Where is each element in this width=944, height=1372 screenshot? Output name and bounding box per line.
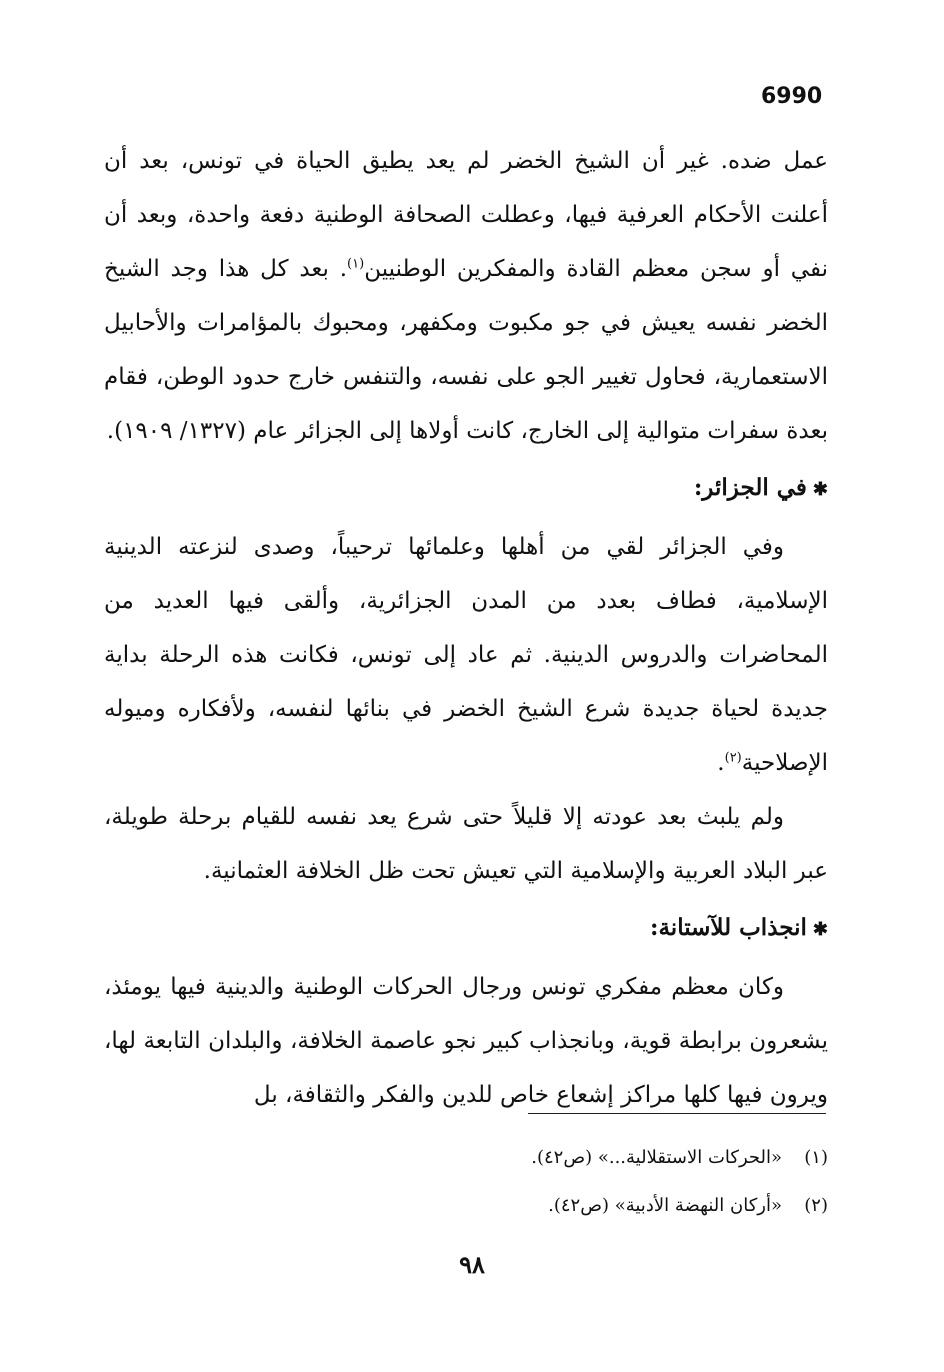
paragraph — [104, 790, 828, 898]
footnote-ref: (٢) — [724, 750, 742, 766]
asterisk-icon: ✱ — [812, 919, 828, 940]
top-page-number: 6990 — [761, 84, 823, 109]
footnote-ref: (١) — [347, 256, 365, 272]
page-body — [104, 134, 828, 1122]
footnote-number: (٢) — [804, 1195, 828, 1216]
footnote-number: (١) — [804, 1147, 828, 1168]
paragraph-text: عمل ضده. غير أن الشيخ الخضر لم يعد يطيق الحياة في تونس، بعد أن أعلنت الأحكام العرفية فيها، وعطلت الصحافة الوطنية دفعة واحدة، وبعد أن نفي أو سجن معظم القادة والمفكرين الوطنيين — [104, 148, 829, 282]
bottom-page-number: ٩٨ — [459, 1250, 485, 1279]
paragraph-text: وفي الجزائر لقي من أهلها وعلمائها ترحيباً، وصدى لنزعته الدينية الإسلامية، فطاف بعدد من المدن الجزائرية، وألقى فيها العديد من المحاضرات والدروس الدينية. ثم عاد إلى تونس، فكانت هذه الرحلة بداية جديدة لحياة جديدة شرع الشيخ الخضر في بنائها لنفسه، ولأفكاره وميوله الإصلاحية — [104, 534, 828, 776]
footnote — [104, 1182, 828, 1230]
paragraph-text: . — [717, 750, 725, 776]
paragraph — [104, 960, 828, 1122]
paragraph-text: وكان معظم مفكري تونس ورجال الحركات الوطنية والدينية فيها يومئذ، يشعرون برابطة قوية، وبانجذاب كبير نجو عاصمة الخلافة، والبلدان التابعة لها، ويرون فيها كلها مراكز إشعاع خاص للدين والفكر والثقافة، بل — [104, 974, 828, 1108]
footnote-divider — [528, 1113, 826, 1114]
footnote-text: «الحركات الاستقلالية...» (ص٤٢). — [531, 1147, 782, 1168]
footnotes — [104, 1134, 828, 1230]
asterisk-icon: ✱ — [812, 479, 828, 500]
section-heading — [104, 458, 828, 520]
footnote-text: «أركان النهضة الأدبية» (ص٤٢). — [548, 1195, 782, 1216]
paragraph-text: ولم يلبث بعد عودته إلا قليلاً حتى شرع يعد نفسه للقيام برحلة طويلة، عبر البلاد العربية والإسلامية التي تعيش تحت ظل الخلافة العثمانية. — [104, 804, 828, 884]
paragraph — [104, 134, 828, 458]
section-heading-text: انجذاب للآستانة: — [649, 914, 807, 941]
footnote — [104, 1134, 828, 1182]
section-heading-text: في الجزائر: — [693, 474, 807, 501]
paragraph — [104, 520, 828, 790]
paragraph-text: . بعد كل هذا وجد الشيخ الخضر نفسه يعيش في جو مكبوت ومكفهر، ومحبوك بالمؤامرات والأحابيل الاستعمارية، فحاول تغيير الجو على نفسه، والتنفس خارج حدود الوطن، فقام بعدة سفرات متوالية إلى الخارج، كانت أولاها إلى الجزائر عام (١٣٢٧/ ١٩٠٩). — [104, 256, 828, 444]
section-heading — [104, 898, 828, 960]
